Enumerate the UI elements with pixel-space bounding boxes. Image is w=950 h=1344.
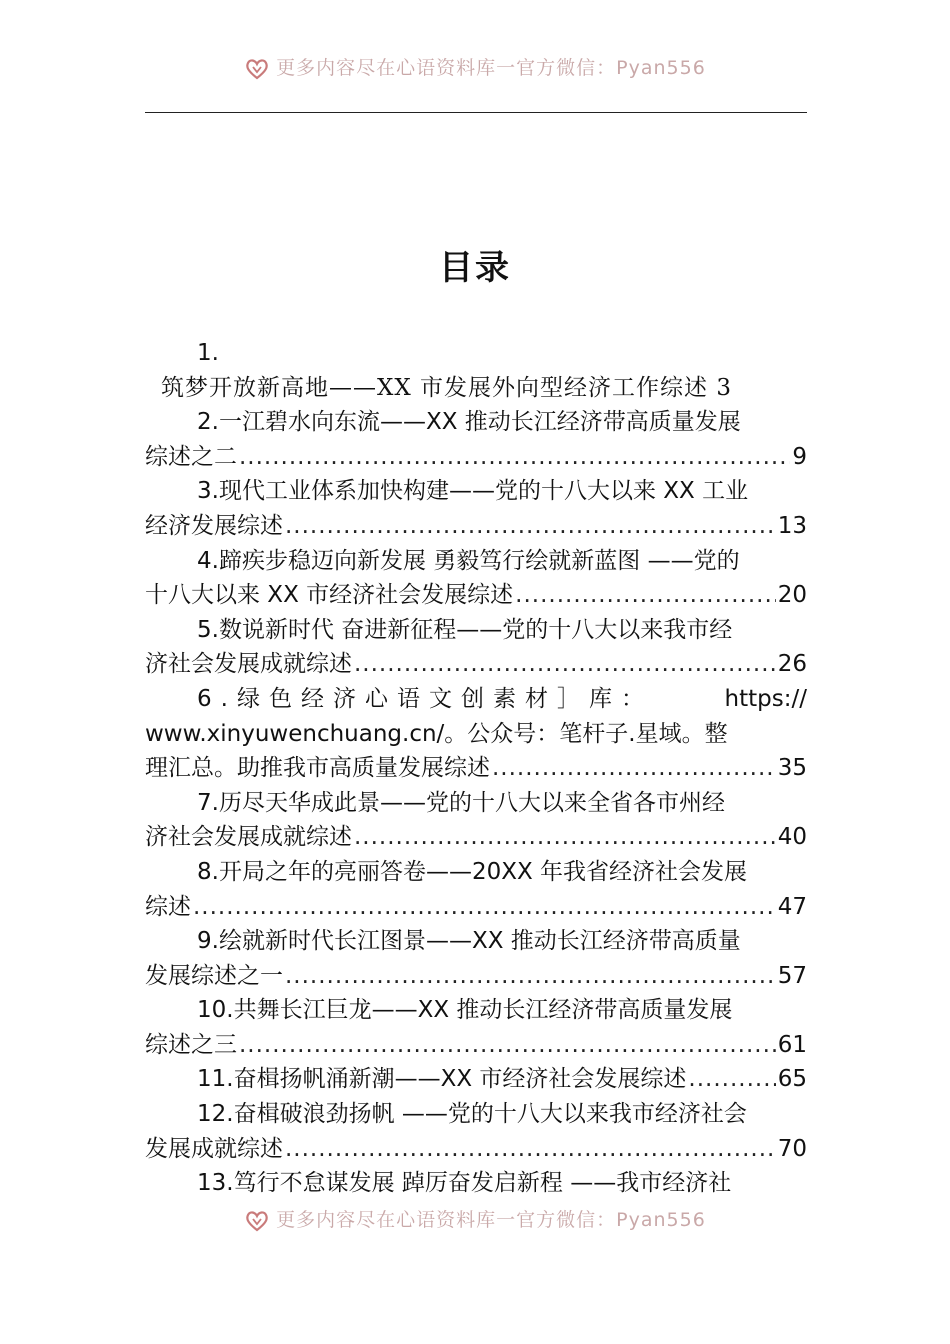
toc-entry-9-line-2: 发展综述之一 ..... 57 (145, 959, 807, 994)
toc-entry-7-line-1: 7.历尽天华成此景——党的十八大以来全省各市州经 (197, 789, 725, 816)
watermark-text: 更多内容尽在心语资料库一官方微信：Pyan556 (276, 57, 706, 79)
toc-entry-12-line-1: 12.奋楫破浪劲扬帆 ——党的十八大以来我市经济社会 (197, 1101, 747, 1128)
page-number: 57 (777, 962, 807, 989)
page-number: 26 (777, 651, 807, 678)
toc-entry-8-line-1: 8.开局之年的亮丽答卷——20XX 年我省经济社会发展 (197, 858, 748, 885)
toc-entry-6-line-3: 理汇总。助推我市高质量发展综述 ..... 35 (145, 751, 807, 786)
table-of-contents (145, 336, 807, 1201)
toc-entry-8-line-2: 综述 ..... 47 (145, 890, 807, 925)
dot-leader (515, 578, 776, 613)
page-number: 47 (777, 893, 807, 920)
watermark-text: 更多内容尽在心语资料库一官方微信：Pyan556 (276, 1209, 706, 1231)
toc-entry-2-line-2: 综述之二 ..... 9 (145, 440, 807, 475)
dot-leader (285, 959, 776, 994)
dot-leader (354, 820, 776, 855)
toc-entry-6-line-2: www.xinyuwenchuang.cn/。公众号：笔杆子.星域。整 (145, 720, 728, 747)
page-number: 40 (777, 824, 807, 851)
toc-entry-10-line-2: 综述之三 ..... 61 (145, 1028, 807, 1063)
toc-entry-5-line-1: 5.数说新时代 奋进新征程——党的十八大以来我市经 (197, 616, 733, 643)
header-rule (145, 112, 807, 113)
toc-entry-1-number: 1. (197, 340, 219, 366)
page-number: 35 (777, 755, 807, 782)
page-number: 13 (777, 512, 807, 539)
toc-entry-13-line-1: 13.笃行不怠谋发展 踔厉奋发启新程 ——我市经济社 (197, 1170, 732, 1197)
page-number: 61 (777, 1031, 807, 1058)
toc-entry-3-line-1: 3.现代工业体系加快构建——党的十八大以来 XX 工业 (197, 478, 749, 505)
toc-entry-10-line-1: 10.共舞长江巨龙——XX 推动长江经济带高质量发展 (197, 997, 733, 1024)
dot-leader (239, 440, 790, 475)
page-number: 20 (777, 582, 807, 609)
toc-entry-6-line-1: 6.绿色经济心语文创素材］库： https:// (197, 685, 807, 712)
dot-leader (354, 647, 776, 682)
heart-logo-icon (244, 1210, 270, 1232)
page-title: 目录 (439, 248, 511, 288)
dot-leader (239, 1028, 776, 1063)
toc-entry-7-line-2: 济社会发展成就综述 ..... 40 (145, 820, 807, 855)
toc-entry-9-line-1: 9.绘就新时代长江图景——XX 推动长江经济带高质量 (197, 928, 741, 955)
page-number: 70 (777, 1135, 807, 1162)
toc-entry-11-line-1: 11.奋楫扬帆涌新潮——XX 市经济社会发展综述 ..... 65 (145, 1062, 807, 1097)
dot-leader (285, 1132, 776, 1167)
page-number: 65 (777, 1066, 807, 1093)
dot-leader (492, 751, 776, 786)
dot-leader (688, 1062, 775, 1097)
header-watermark (0, 54, 950, 82)
dot-leader (193, 890, 776, 925)
toc-entry-4-line-1: 4.蹄疾步稳迈向新发展 勇毅笃行绘就新蓝图 ——党的 (197, 547, 740, 574)
page-number: 9 (792, 443, 807, 470)
heart-logo-icon (244, 58, 270, 80)
footer-watermark (0, 1206, 950, 1234)
toc-entry-12-line-2: 发展成就综述 ..... 70 (145, 1132, 807, 1167)
toc-entry-2-line-1: 2.一江碧水向东流——XX 推动长江经济带高质量发展 (197, 409, 741, 436)
toc-entry-4-line-2: 十八大以来 XX 市经济社会发展综述 ..... 20 (145, 578, 807, 613)
toc-entry-3-line-2: 经济发展综述 ..... 13 (145, 509, 807, 544)
toc-entry-1-title: 筑梦开放新高地——XX 市发展外向型经济工作综述 3 (161, 374, 733, 401)
dot-leader (285, 509, 776, 544)
toc-entry-5-line-2: 济社会发展成就综述 ..... 26 (145, 647, 807, 682)
